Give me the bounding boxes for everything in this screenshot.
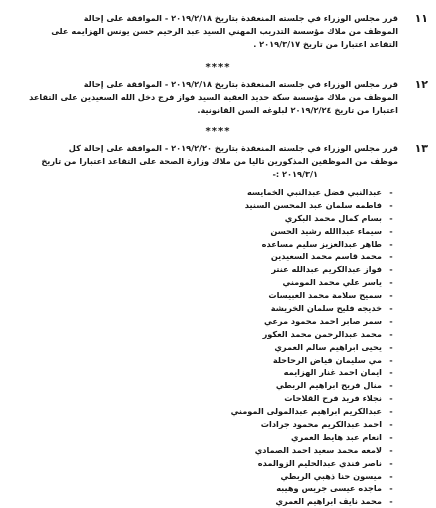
name-list-item: [176, 341, 396, 354]
name-list-item: [176, 263, 396, 276]
name-list-item: [176, 199, 396, 212]
dash-bullet: -: [389, 238, 393, 249]
person-name: سيماء عبداالله رشيد الحسن: [270, 225, 382, 236]
dash-bullet: -: [389, 328, 393, 339]
dash-bullet: -: [389, 341, 393, 352]
retirees-name-list: [176, 186, 396, 508]
dash-bullet: -: [389, 354, 393, 365]
person-name: ماجده عيسى جريس وهيبه: [276, 483, 382, 494]
dash-bullet: -: [389, 393, 393, 404]
name-list-item: [176, 212, 396, 225]
text-line: التقاعد اعتبارا من تاريخ ٢٠١٩/٣/١٧ .: [253, 39, 398, 49]
dash-bullet: -: [389, 470, 393, 481]
name-list-item: [176, 392, 396, 405]
name-list-item: [176, 302, 396, 315]
dash-bullet: -: [389, 187, 393, 197]
dash-bullet: -: [389, 303, 393, 314]
item-text: [8, 142, 398, 181]
person-name: سميح سلامة محمد العبيسات: [268, 290, 382, 301]
dash-bullet: -: [389, 380, 393, 391]
name-list-item: [176, 238, 396, 251]
name-list-item: [176, 315, 396, 328]
person-name: ايمان احمد غنار الهزايمه: [283, 367, 382, 378]
person-name: لامعه محمد سعيد احمد الصمادي: [254, 444, 382, 455]
dash-bullet: -: [389, 496, 393, 507]
name-list-item: [176, 276, 396, 289]
decision-item-12: [8, 78, 428, 117]
person-name: فواز عبدالكريم عبدالله عنتر: [271, 264, 382, 275]
dash-bullet: -: [389, 419, 393, 430]
dash-bullet: -: [389, 406, 393, 417]
name-list-item: [176, 186, 396, 199]
text-line: موظف من الموظفين المذكورين تاليا من ملاك وزارة الصحة على التقاعد اعتبارا من تاريخ: [41, 156, 398, 166]
person-name: طاهر عبدالعزيز سليم مساعده: [261, 238, 382, 249]
text-line: الموظف من ملاك مؤسسة التدريب المهني السيد عبد الرحيم حسن يونس الهزايمه على: [51, 26, 398, 36]
name-list-item: [176, 457, 396, 470]
item-number: ١٢: [414, 78, 428, 91]
text-line: ٢٠١٩/٣/١ :-: [272, 169, 318, 179]
person-name: احمد عبدالكريم محمود جرادات: [260, 419, 382, 430]
name-list-item: [176, 418, 396, 431]
person-name: سمر صابر احمد محمود مرعي: [264, 315, 382, 326]
person-name: منال فريح ابراهيم الربطي: [275, 380, 382, 391]
person-name: يحيى ابراهيم سالم العمري: [274, 341, 382, 352]
separator-stars: ****: [205, 62, 231, 73]
person-name: محمد عبدالرحمن محمد العكور: [262, 328, 382, 339]
name-list-item: [176, 470, 396, 483]
dash-bullet: -: [389, 483, 393, 494]
person-name: ميسون حنا ذهبي الربطي: [280, 470, 382, 481]
decision-item-11: [8, 12, 428, 51]
name-list-item: [176, 289, 396, 302]
dash-bullet: -: [389, 199, 393, 210]
person-name: عبدالنبي فضل عبدالنبي الخمايسه: [246, 187, 382, 197]
separator-stars: ****: [205, 126, 231, 137]
dash-bullet: -: [389, 225, 393, 236]
person-name: خديجه فليح سلمان الخريشة: [270, 303, 382, 314]
dash-bullet: -: [389, 277, 393, 288]
text-line: اعتبارا من تاريخ ٢٠١٩/٢/٢٤ لبلوغه السن القانونية.: [197, 105, 398, 115]
person-name: بسام كمال محمد البكري: [284, 212, 382, 223]
dash-bullet: -: [389, 444, 393, 455]
dash-bullet: -: [389, 457, 393, 468]
text-line: الموظف من ملاك مؤسسة سكة حديد العقبة السيد فواز فرج دخل الله السعيدين على التقاعد: [29, 92, 398, 102]
name-list-item: [176, 225, 396, 238]
item-number: ١٣: [414, 142, 428, 155]
name-list-item: [176, 366, 396, 379]
dash-bullet: -: [389, 290, 393, 301]
decision-item-13: [8, 142, 428, 181]
person-name: ناصر فندي عبدالحليم الزوالمده: [257, 457, 382, 468]
dash-bullet: -: [389, 367, 393, 378]
item-number: ١١: [414, 12, 428, 25]
person-name: نجلاء فريد فرح القلاحات: [284, 393, 382, 404]
text-line: قرر مجلس الوزراء في جلسته المنعقدة بتاريخ ٢٠١٩/٢/١٨ - الموافقة على إحالة: [83, 13, 398, 23]
name-list-item: [176, 405, 396, 418]
person-name: محمد نايف ابراهيم العمري: [275, 496, 382, 507]
person-name: ياسر علي محمد المومني: [282, 277, 382, 288]
dash-bullet: -: [389, 315, 393, 326]
name-list-item: [176, 379, 396, 392]
dash-bullet: -: [389, 212, 393, 223]
name-list-item: [176, 495, 396, 508]
name-list-item: [176, 431, 396, 444]
name-list-item: [176, 444, 396, 457]
text-line: قرر مجلس الوزراء في جلسته المنعقدة بتاريخ ٢٠١٩/٢/١٨ - الموافقة على إحالة: [83, 79, 398, 89]
item-text: [8, 12, 398, 51]
name-list-item: [176, 250, 396, 263]
name-list-item: [176, 354, 396, 367]
person-name: مي سليمان فياض الرحاحلة: [272, 354, 382, 365]
item-text: [8, 78, 398, 117]
dash-bullet: -: [389, 251, 393, 262]
person-name: انعام عبد هايط العمري: [291, 431, 382, 442]
name-list-item: [176, 482, 396, 495]
text-line: قرر مجلس الوزراء في جلسته المنعقدة بتاريخ ٢٠١٩/٢/٢٠ - الموافقة على إحالة كل: [68, 143, 398, 153]
person-name: عبدالكريم ابراهيم عبدالمولى المومني: [230, 406, 382, 417]
dash-bullet: -: [389, 264, 393, 275]
person-name: محمد قاسم محمد السعيدين: [270, 251, 382, 262]
dash-bullet: -: [389, 431, 393, 442]
person-name: فاطمه سلمان عبد المحسن السنيد: [244, 199, 382, 210]
name-list-item: [176, 328, 396, 341]
